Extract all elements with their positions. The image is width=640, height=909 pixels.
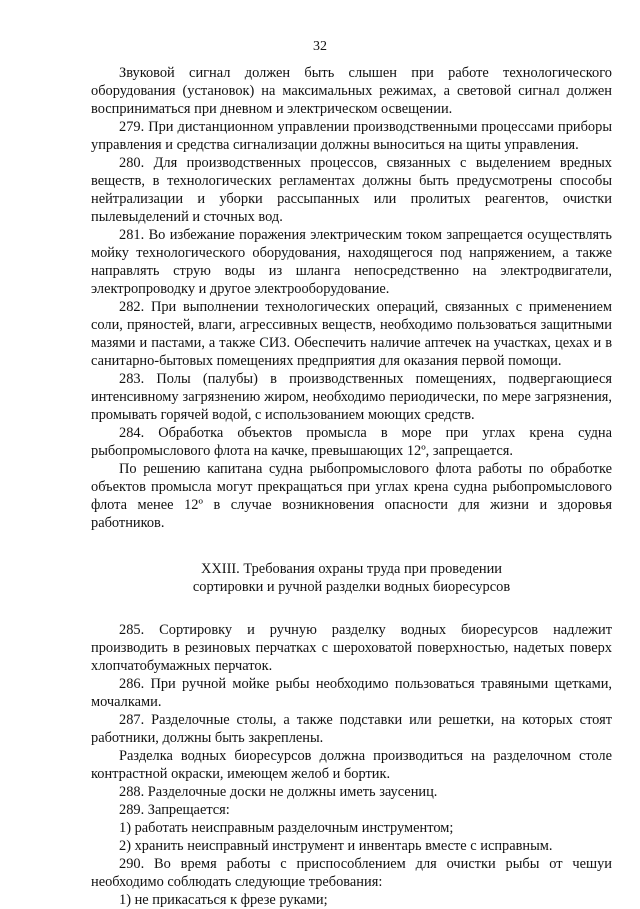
paragraph-288: 288. Разделочные доски не должны иметь заусениц.: [119, 784, 438, 800]
paragraph-287: 287. Разделочные столы, а также подставки или решетки, на которых стоят работники, должны быть закреплены.: [91, 712, 612, 746]
paragraph-286: 286. При ручной мойке рыбы необходимо пользоваться травяными щетками, мочалками.: [91, 676, 612, 710]
paragraph-sound-signal: Звуковой сигнал должен быть слышен при работе технологического оборудования (установок) на максимальных режимах, а световой сигнал должен восприниматься при дневном и электрическом освещении.: [91, 65, 612, 117]
paragraph-280: 280. Для производственных процессов, связанных с выделением вредных веществ, в технологических регламентах должны быть предусмотрены способы нейтрализации и уборки рассыпанных или пролитых реагентов, очистки пылевыделений и сточных вод.: [91, 155, 612, 225]
page-number: 32: [313, 39, 327, 54]
paragraph-285: 285. Сортировку и ручную разделку водных биоресурсов надлежит производить в резиновых перчатках с шероховатой поверхностью, надетых поверх хлопчатобумажных перчаток.: [91, 622, 612, 674]
paragraph-282: 282. При выполнении технологических операций, связанных с применением соли, пряностей, влаги, агрессивных веществ, необходимо пользоваться защитными мазями и пастами, а также СИЗ. Обеспечить наличие аптечек на участках, цехах и в санитарно-бытовых помещениях предприятия для оказания первой помощи.: [91, 299, 612, 369]
paragraph-281: 281. Во избежание поражения электрическим током запрещается осуществлять мойку технологического оборудования, находящегося под напряжением, а также направлять струю воды из шланга непосредственно на электродвигатели, электропроводку и другое электрооборудование.: [91, 227, 612, 297]
paragraph-283: 283. Полы (палубы) в производственных помещениях, подвергающиеся интенсивному загрязнению жиром, необходимо периодически, по мере загрязнения, промывать горячей водой, с использованием моющих средств.: [91, 371, 612, 423]
paragraph-cutting-table: Разделка водных биоресурсов должна производиться на разделочном столе контрастной окраски, имеющем желоб и бортик.: [91, 748, 612, 782]
paragraph-284: 284. Обработка объектов промысла в море при углах крена судна рыбопромыслового флота на качке, превышающих 12º, запрещается.: [91, 425, 612, 459]
section-heading: [91, 560, 612, 596]
list-item-290-1: 1) не прикасаться к фрезе руками;: [119, 892, 328, 908]
section-heading-line-2: сортировки и ручной разделки водных биоресурсов: [192, 579, 511, 595]
paragraph-289: 289. Запрещается:: [119, 802, 230, 818]
document-body: [91, 64, 612, 909]
paragraph-captain-decision: По решению капитана судна рыбопромыслового флота работы по обработке объектов промысла могут прекращаться при углах крена судна рыбопромыслового флота менее 12º в случае возникновения опасности для жизни и здоровья работников.: [91, 461, 612, 531]
paragraph-290: 290. Во время работы с приспособлением для очистки рыбы от чешуи необходимо соблюдать следующие требования:: [91, 856, 612, 890]
list-item-289-2: 2) хранить неисправный инструмент и инвентарь вместе с исправным.: [119, 838, 553, 854]
section-heading-line-1: XXIII. Требования охраны труда при проведении: [201, 561, 502, 577]
paragraph-279: 279. При дистанционном управлении производственными процессами приборы управления и средства сигнализации должны выноситься на щиты управления.: [91, 119, 612, 153]
list-item-289-1: 1) работать неисправным разделочным инструментом;: [119, 820, 454, 836]
